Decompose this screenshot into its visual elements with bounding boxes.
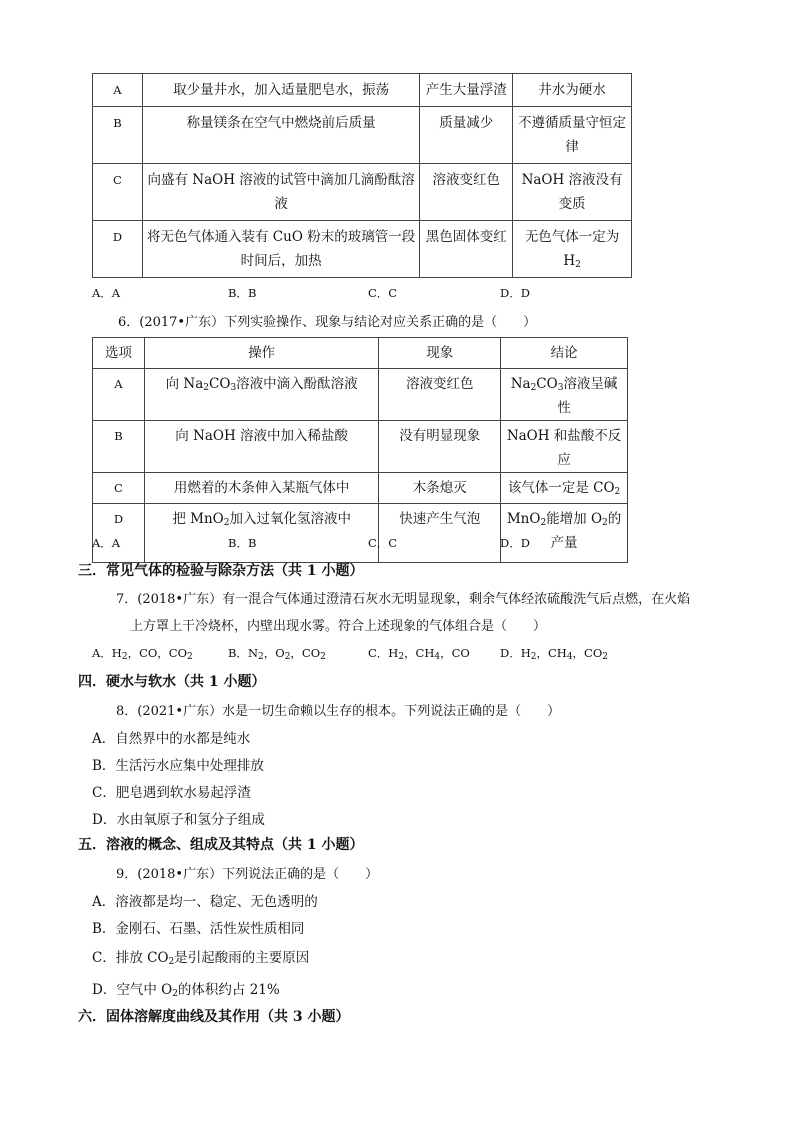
answer-option: A．自然界中的水都是纯水 [92, 731, 251, 747]
answer-option: A．A [92, 536, 121, 550]
section-heading: 六．固体溶解度曲线及其作用（共 3 小题） [78, 1009, 350, 1025]
operation-cell: 称量镁条在空气中燃烧前后质量 [142, 107, 419, 164]
answer-option: B．B [228, 286, 257, 300]
header-cell: 操作 [144, 338, 379, 369]
conclusion-cell: NaOH 溶液没有变质 [513, 164, 632, 221]
operation-cell: 取少量井水，加入适量肥皂水，振荡 [142, 74, 419, 107]
table-row [93, 504, 628, 563]
option-cell: C [93, 473, 145, 504]
conclusion-cell: MnO$_2$能增加 $O_2$的产量 [501, 504, 628, 563]
answer-option: D．$H_2$，$CH_4$，$CO_2$ [500, 646, 609, 662]
answer-option: D．水由氧原子和氢分子组成 [92, 812, 265, 828]
answer-option: C．$H_2$，$CH_4$，CO [368, 646, 470, 662]
answer-option: B．金刚石、石墨、活性炭性质相同 [92, 921, 305, 937]
section-heading: 四．硬水与软水（共 1 小题） [78, 674, 266, 690]
table-row [93, 421, 628, 473]
table-row [93, 164, 632, 221]
question-7-line1: 7．(2018•广东）有一混合气体通过澄清石灰水无明显现象，剩余气体经浓硫酸洗气后点燃，在火焰 [116, 592, 691, 607]
option-cell: B [93, 107, 143, 164]
option-cell: D [93, 504, 145, 563]
table-header-row [93, 338, 628, 369]
answer-option: C．C [368, 536, 398, 550]
phenomenon-cell: 黑色固体变红 [420, 221, 513, 278]
table-row [93, 369, 628, 421]
answer-option: A．$H_2$，CO，$CO_2$ [92, 646, 193, 662]
question-8-stem: 8．(2021•广东）水是一切生命赖以生存的根本。下列说法正确的是（ ） [116, 704, 561, 719]
answer-option: D．D [500, 286, 530, 300]
option-cell: C [93, 164, 143, 221]
operation-cell: 把 MnO$_2$加入过氧化氢溶液中 [144, 504, 379, 563]
conclusion-cell: 井水为硬水 [513, 74, 632, 107]
answer-option: D．空气中 $O_2$的体积约占 21% [92, 982, 280, 999]
answer-option: B．B [228, 536, 257, 550]
table-row [93, 74, 632, 107]
operation-cell: 向 NaOH 溶液中加入稀盐酸 [144, 421, 379, 473]
conclusion-cell: 该气体一定是 $CO_2$ [501, 473, 628, 504]
question-9-stem: 9．(2018•广东）下列说法正确的是（ ） [116, 867, 379, 882]
phenomenon-cell: 木条熄灭 [379, 473, 501, 504]
phenomenon-cell: 快速产生气泡 [379, 504, 501, 563]
phenomenon-cell: 溶液变红色 [420, 164, 513, 221]
experiment-table-1 [92, 73, 632, 278]
header-cell: 现象 [379, 338, 501, 369]
phenomenon-cell: 没有明显现象 [379, 421, 501, 473]
header-cell: 选项 [93, 338, 145, 369]
answer-option: A．溶液都是均一、稳定、无色透明的 [92, 894, 318, 910]
phenomenon-cell: 溶液变红色 [379, 369, 501, 421]
operation-cell: 用燃着的木条伸入某瓶气体中 [144, 473, 379, 504]
table-row [93, 107, 632, 164]
answer-option: C．C [368, 286, 398, 300]
answer-option: A．A [92, 286, 121, 300]
phenomenon-cell: 产生大量浮渣 [420, 74, 513, 107]
question-7-line2: 上方罩上干冷烧杯，内壁出现水雾。符合上述现象的气体组合是（ ） [130, 619, 547, 634]
conclusion-cell: $Na_2CO_3$溶液呈碱性 [501, 369, 628, 421]
operation-cell: 将无色气体通入装有 CuO 粉末的玻璃管一段时间后，加热 [142, 221, 419, 278]
option-cell: D [93, 221, 143, 278]
conclusion-cell: 不遵循质量守恒定律 [513, 107, 632, 164]
conclusion-cell: NaOH 和盐酸不反应 [501, 421, 628, 473]
answer-option: D．D [500, 536, 530, 550]
answer-option: C．排放 $CO_2$是引起酸雨的主要原因 [92, 950, 310, 967]
phenomenon-cell: 质量减少 [420, 107, 513, 164]
option-cell: B [93, 421, 145, 473]
table-row [93, 221, 632, 278]
option-cell: A [93, 74, 143, 107]
answer-option: B．$N_2$，$O_2$，$CO_2$ [228, 646, 326, 662]
header-cell: 结论 [501, 338, 628, 369]
answer-option: C．肥皂遇到软水易起浮渣 [92, 785, 251, 801]
section-heading: 三．常见气体的检验与除杂方法（共 1 小题） [78, 563, 364, 579]
table-row [93, 473, 628, 504]
section-heading: 五．溶液的概念、组成及其特点（共 1 小题） [78, 837, 364, 853]
option-cell: A [93, 369, 145, 421]
operation-cell: 向 $Na_2CO_3$溶液中滴入酚酞溶液 [144, 369, 379, 421]
answer-option: B．生活污水应集中处理排放 [92, 758, 264, 774]
operation-cell: 向盛有 NaOH 溶液的试管中滴加几滴酚酞溶液 [142, 164, 419, 221]
experiment-table-2 [92, 337, 628, 563]
conclusion-cell: 无色气体一定为 $H_2$ [513, 221, 632, 278]
question-6-stem: 6．(2017•广东）下列实验操作、现象与结论对应关系正确的是（ ） [118, 315, 537, 330]
